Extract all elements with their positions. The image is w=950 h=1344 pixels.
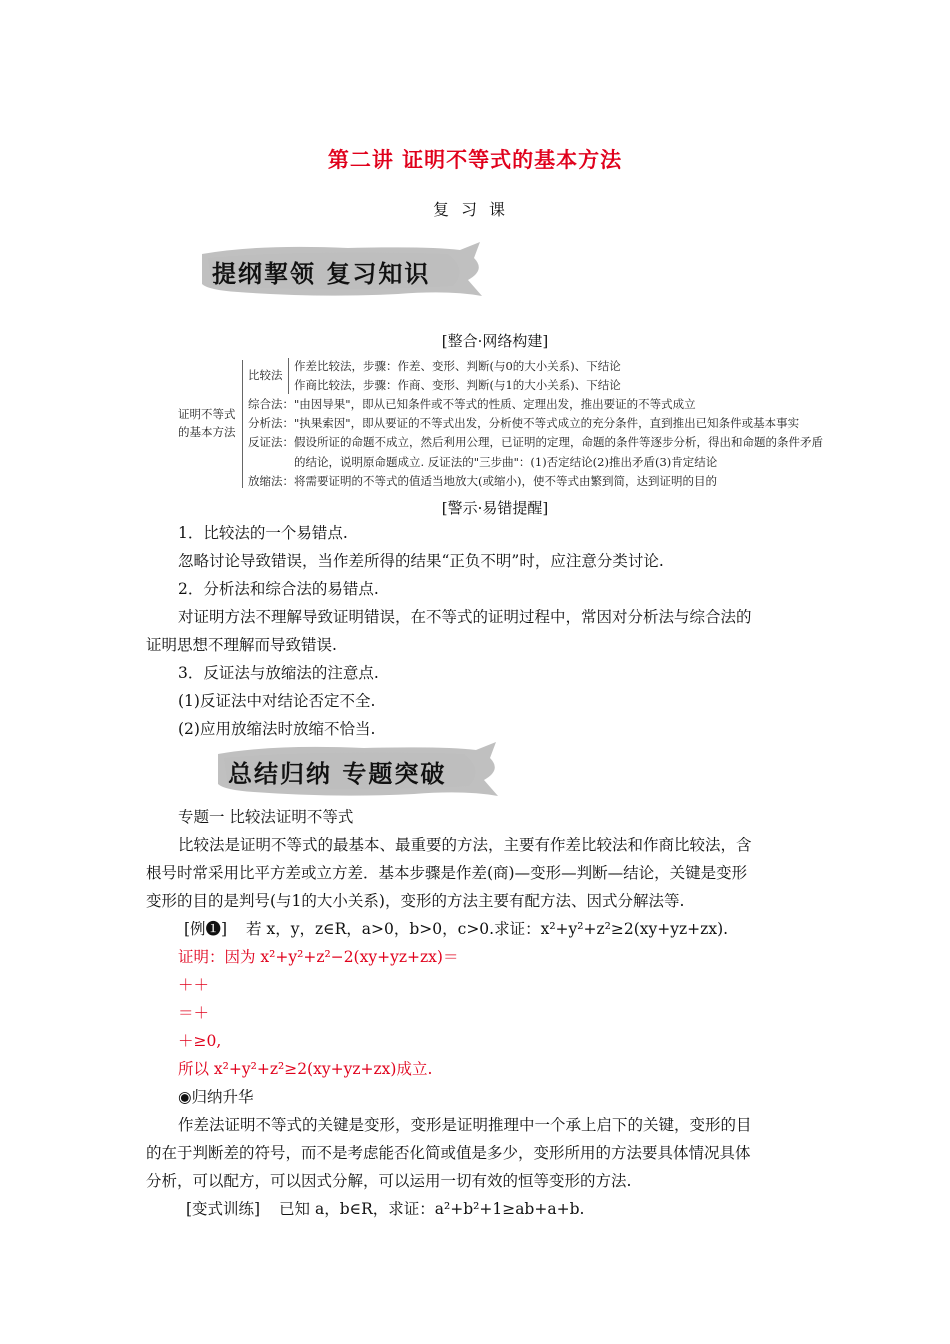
warning-heading: [警示·易错提醒] — [441, 499, 549, 517]
warning-4: 对证明方法不理解导致证明错误，在不等式的证明过程中，常因对分析法与综合法的 — [178, 608, 752, 626]
example-tag: [例❶] — [184, 920, 228, 938]
topic1-heading: 专题一 比较法证明不等式 — [178, 808, 354, 826]
summary-tag: ◉归纳升华 — [178, 1088, 254, 1106]
topic1-p3: 变形的目的是判号(与1的大小关系)，变形的方法主要有配方法、因式分解法等. — [146, 892, 685, 910]
banner-summary — [214, 740, 504, 802]
tree-synthesis: 综合法："由因导果"，即从已知条件或不等式的性质、定理出发，推出要证的不等式成立 — [248, 397, 696, 411]
page-subtitle: 复习课 — [432, 200, 517, 219]
exercise-row — [186, 1195, 584, 1223]
banner-summary-title: 总结归纳 专题突破 — [228, 760, 447, 788]
proof-line-5: 所以 x²+y²+z²≥2(xy+yz+zx)成立. — [178, 1060, 433, 1078]
network-heading: [整合·网络构建] — [441, 332, 549, 350]
summary-line-2: 的在于判断差的符号，而不是考虑能否化简或值是多少，变形所用的方法要具体情况具体 — [146, 1144, 751, 1162]
topic1-p2: 根号时常采用比平方差或立方差．基本步骤是作差(商)—变形—判断—结论，关键是变形 — [146, 864, 748, 882]
proof-line-2: ＋＋ — [178, 976, 210, 994]
tree-compare-quot: 作商比较法，步骤：作商、变形、判断(与1的大小关系)、下结论 — [294, 378, 621, 392]
example-text: 若 x，y，z∈R，a>0，b>0，c>0.求证：x²+y²+z²≥2(xy+yz+zx). — [246, 920, 729, 938]
tree-compare-diff: 作差比较法，步骤：作差、变形、判断(与0的大小关系)、下结论 — [294, 359, 621, 373]
tree-contradiction-2: 的结论，说明原命题成立. 反证法的"三步曲"：(1)否定结论(2)推出矛盾(3)肯定结论 — [294, 455, 718, 469]
warning-2: 忽略讨论导致错误，当作差所得的结果“正负不明”时，应注意分类讨论. — [178, 552, 664, 570]
proof-line-1: 证明：因为 x²+y²+z²−2(xy+yz+zx)＝ — [178, 948, 459, 966]
tree-contradiction-1: 反证法：假设所证的命题不成立，然后利用公理，已证明的定理，命题的条件等逐步分析，得出和命题的条件矛盾 — [248, 435, 823, 449]
warning-3: 2．分析法和综合法的易错点. — [178, 580, 379, 598]
tree-analysis: 分析法："执果索因"，即从要证的不等式出发，分析使不等式成立的充分条件，直到推出已知条件或基本事实 — [248, 416, 800, 430]
warning-1: 1．比较法的一个易错点. — [178, 524, 348, 542]
summary-line-3: 分析，可以配方，可以因式分解，可以运用一切有效的恒等变形的方法. — [146, 1172, 632, 1190]
warning-6: 3．反证法与放缩法的注意点. — [178, 664, 379, 682]
warning-7: (1)反证法中对结论否定不全. — [178, 692, 376, 710]
banner-outline — [198, 240, 488, 302]
page-title: 第二讲 证明不等式的基本方法 — [327, 147, 623, 172]
example-row — [184, 915, 728, 943]
proof-line-4: ＋≥0, — [178, 1032, 222, 1050]
tree-root-line1: 证明不等式 — [178, 407, 236, 421]
warning-5: 证明思想不理解而导致错误. — [146, 636, 337, 654]
proof-line-3: ＝＋ — [178, 1004, 210, 1022]
summary-line-1: 作差法证明不等式的关键是变形，变形是证明推理中一个承上启下的关键，变形的目 — [178, 1116, 752, 1134]
tree-root-line2: 的基本方法 — [178, 425, 236, 439]
topic1-p1: 比较法是证明不等式的最基本、最重要的方法，主要有作差比较法和作商比较法，含 — [178, 836, 752, 854]
exercise-tag: [变式训练] — [186, 1200, 261, 1218]
tree-scaling: 放缩法：将需要证明的不等式的值适当地放大(或缩小)，使不等式由繁到简，达到证明的目的 — [248, 474, 717, 488]
warning-8: (2)应用放缩法时放缩不恰当. — [178, 720, 376, 738]
tree-compare-label: 比较法 — [248, 368, 283, 382]
tree-compare-brace — [288, 358, 289, 394]
banner-outline-title: 提纲挈领 复习知识 — [212, 260, 431, 288]
tree-root — [178, 405, 236, 441]
tree-main-brace — [242, 360, 243, 488]
exercise-text: 已知 a，b∈R，求证：a²+b²+1≥ab+a+b. — [279, 1200, 585, 1218]
